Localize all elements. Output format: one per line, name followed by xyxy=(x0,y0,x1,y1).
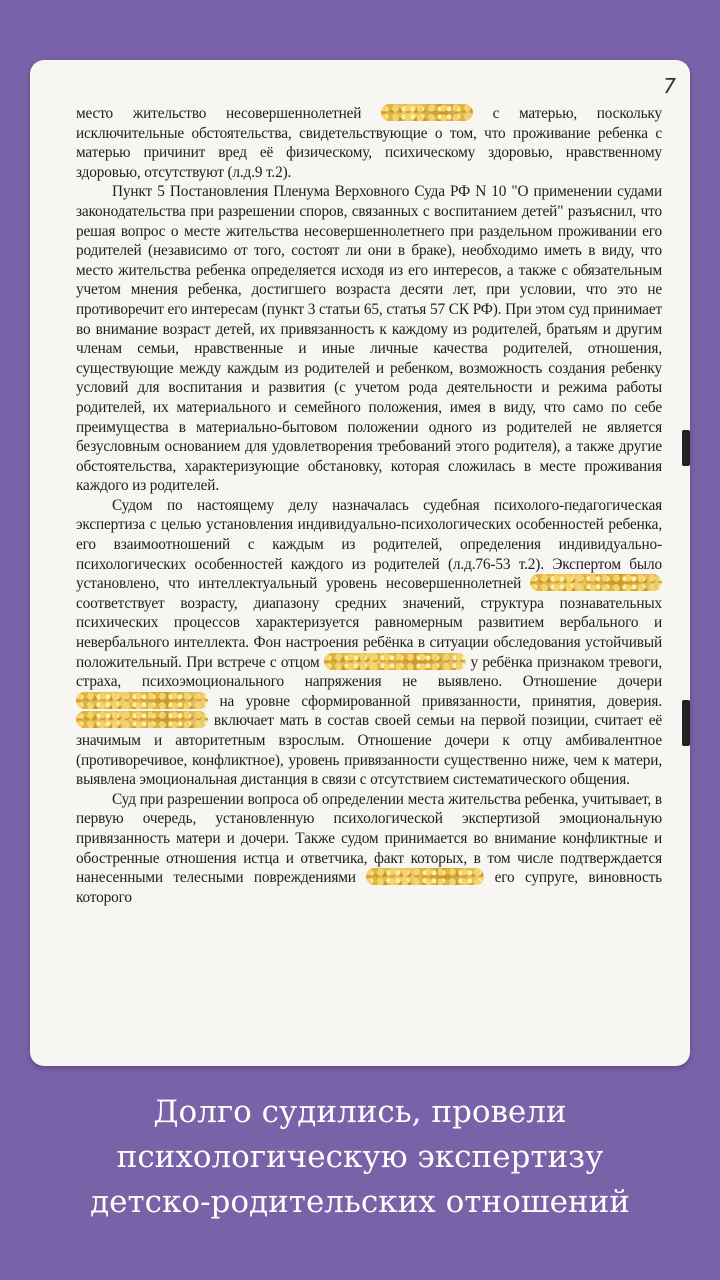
paragraph-text: включает мать в состав своей семьи на первой позиции, считает её значимым и авторитетным взрослым. Отношение дочери к отцу амбивалентное (противоречивое, конфликтное), уровень привязанности существенно ниже, чем к матери, выявлена эмоциональная дистанция в связи с отсутствием систематического общения. xyxy=(76,712,662,789)
redaction-glitter xyxy=(76,692,208,709)
document-scan xyxy=(30,60,690,1066)
redaction-glitter xyxy=(324,653,466,670)
scan-edge-mark xyxy=(682,700,690,746)
document-paragraph xyxy=(76,182,662,496)
paragraph-text: его супруге, виновность которого xyxy=(76,869,663,906)
redaction-glitter xyxy=(530,574,662,591)
caption-line: Долго судились, провели xyxy=(153,1094,567,1130)
redaction-glitter xyxy=(76,711,208,728)
paragraph-text: соответствует возрасту, диапазону средних значений, структура познавательных психических процессов характеризуется равномерным развитием вербального и невербального интеллекта. Фон настроения ребёнка в ситуации обследования устойчивый положительный. При встрече с отцом xyxy=(76,594,662,671)
paragraph-text: с матерью, поскольку исключительные обстоятельства, свидетельствующие о том, что проживание ребенка с матерью причинит вред её физическому, психическому здоровью, нравственному здоровью, отсутствуют (л.д.9 т.2). xyxy=(76,105,662,181)
document-paragraph xyxy=(76,104,662,182)
paragraph-text: у ребёнка признаком тревоги, страха, психоэмоционального напряжения не выявлено. Отношение дочери xyxy=(76,653,662,691)
caption-line: психологическую экспертизу xyxy=(116,1139,604,1175)
document-paragraph xyxy=(76,496,662,790)
paragraph-text: Пункт 5 Постановления Пленума Верховного Суда РФ N 10 "О применении судами законодательства при разрешении споров, связанных с воспитанием детей" разъяснил, что решая вопрос о месте жительства несовершеннолетнего при раздельном проживании его родителей (независимо от того, состоят ли они в браке), необходимо иметь в виду, что место жительства ребенка определяется исходя из его интересов, а также с обязательным учетом мнения ребенка, достигшего возраста десяти лет, при условии, что это не противоречит его интересам (пункт 3 статьи 65, статья 57 СК РФ). При этом суд принимает во внимание возраст детей, их привязанность к каждому из родителей, братьям и другим членам семьи, нравственные и иные личные качества родителей, отношения, существующие между каждым из родителей и ребенком, возможность создания ребенку условий для воспитания и развития (с учетом рода деятельности и режима работы родителей, их материального и семейного положения, имея в виду, что само по себе преимущества в материально-бытовом положении одного из родителей не является безусловным основанием для удовлетворения требований этого родителя), а также другие обстоятельства, характеризующие обстановку, которая сложилась в месте проживания каждого из родителей. xyxy=(76,183,662,495)
scan-edge-mark xyxy=(682,430,690,466)
redaction-glitter xyxy=(381,104,473,121)
caption xyxy=(0,1090,720,1225)
paragraph-text: Суд при разрешении вопроса об определении места жительства ребенка, учитывает, в первую очередь, установленную психологической экспертизой эмоциональную привязанность матери и дочери. Также судом принимается во внимание конфликтные и обостренные отношения истца и ответчика, факт которых, в том числе подтверждается нанесенными телесными повреждениями xyxy=(76,790,662,887)
document-paragraph xyxy=(76,790,662,908)
page-number: 7 xyxy=(663,74,676,98)
document-body xyxy=(76,104,662,907)
paragraph-text: Судом по настоящему делу назначалась судебная психолого-педагогическая экспертиза с целью установления индивидуально-психологических особенностей ребенка, его взаимоотношений с каждым из родителей, определения индивидуально-психологических особенностей каждого из родителей (л.д.76-53 т.2). Экспертом было установлено, что интеллектуальный уровень несовершеннолетней xyxy=(76,496,662,593)
paragraph-text: на уровне сформированной привязанности, принятия, доверия. xyxy=(208,692,662,710)
caption-line: детско-родительских отношений xyxy=(90,1184,630,1220)
redaction-glitter xyxy=(366,868,484,885)
paragraph-text: место жительство несовершеннолетней xyxy=(76,105,381,122)
